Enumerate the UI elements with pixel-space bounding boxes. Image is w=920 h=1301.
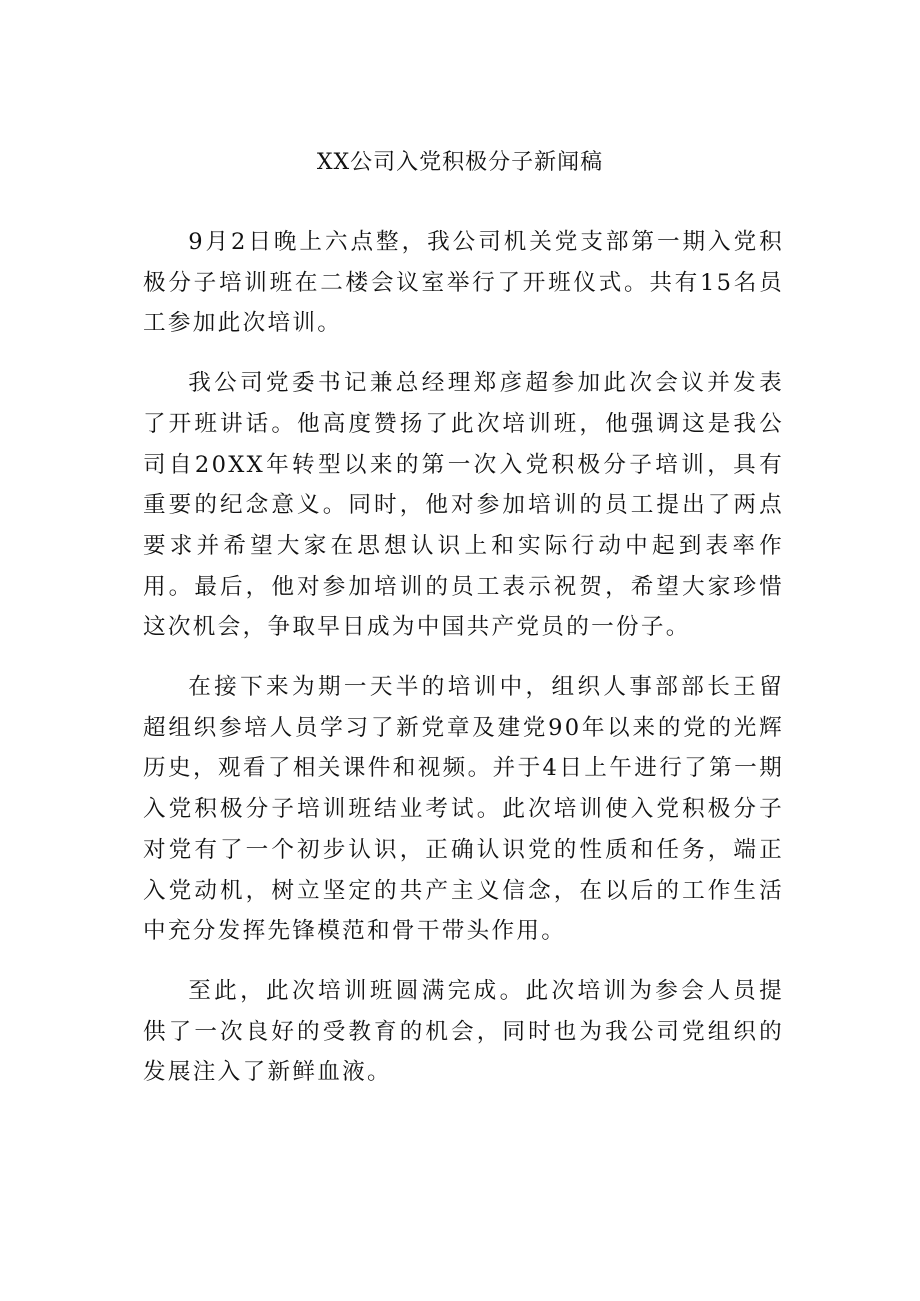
paragraph-opening: 9月2日晚上六点整，我公司机关党支部第一期入党积极分子培训班在二楼会议室举行了开班仪式。共有15名员工参加此次培训。 <box>143 229 784 337</box>
paragraph-training: 在接下来为期一天半的培训中，组织人事部部长王留超组织参培人员学习了新党章及建党90年以来的党的光辉历史，观看了相关课件和视频。并于4日上午进行了第一期入党积极分子培训班结业考试。此次培训使入党积极分子对党有了一个初步认识，正确认识党的性质和任务，端正入党动机，树立坚定的共产主义信念，在以后的工作生活中充分发挥先锋模范和骨干带头作用。 <box>143 674 784 945</box>
document-title: XX公司入党积极分子新闻稿 <box>316 150 604 175</box>
document-body <box>143 222 784 1112</box>
paragraph-conclusion: 至此，此次培训班圆满完成。此次培训为参会人员提供了一次良好的受教育的机会，同时也为我公司党组织的发展注入了新鲜血液。 <box>143 977 784 1086</box>
paragraph-speech: 我公司党委书记兼总经理郑彦超参加此次会议并发表了开班讲话。他高度赞扬了此次培训班，他强调这是我公司自20XX年转型以来的第一次入党积极分子培训，具有重要的纪念意义。同时，他对参加培训的员工提出了两点要求并希望大家在思想认识上和实际行动中起到表率作用。最后，他对参加培训的员工表示祝贺，希望大家珍惜这次机会，争取早日成为中国共产党员的一份子。 <box>143 370 784 641</box>
